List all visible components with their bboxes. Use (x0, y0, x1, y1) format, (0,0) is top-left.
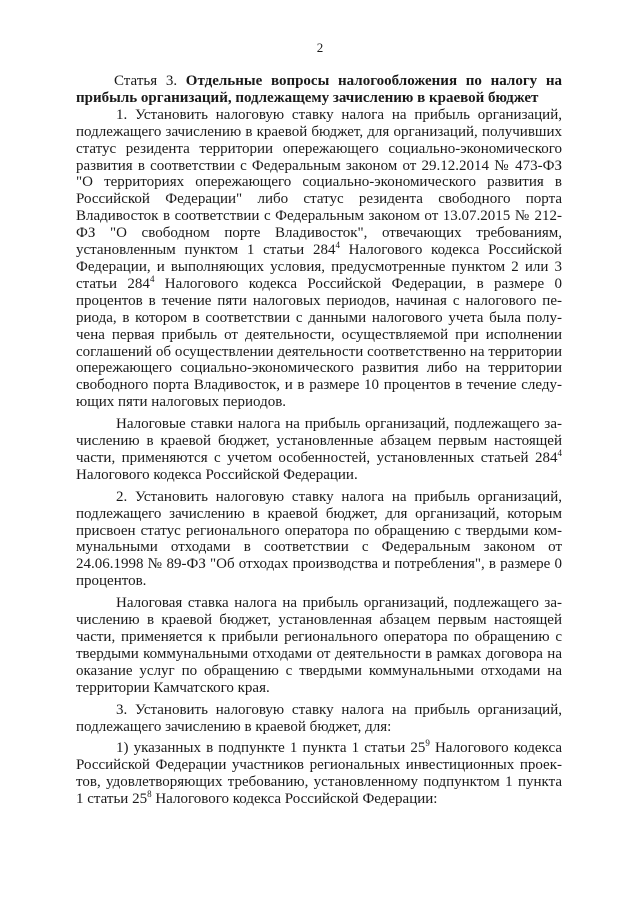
article-title: Отдельные вопросы налогообложения по налогу на прибыль организаций, подлежащему зачислению в краевой бюджет (76, 73, 562, 106)
article-label: Статья 3. (114, 73, 178, 89)
article-heading (76, 73, 562, 107)
page-number: 2 (316, 40, 324, 55)
paragraph-2: Налоговые ставки налога на прибыль организаций, подлежащего зачислению в краевой бюджет, установленные абзацем первым настоящей части, применяются с учетом особенностей, установленных статьей $284^4$ Налогового кодекса Российской Федерации. (76, 416, 562, 483)
paragraph-5: 3. Установить налоговую ставку налога на прибыль организаций, подлежащего зачислению в краевой бюджет, для: (76, 701, 562, 735)
paragraph-4: Налоговая ставка налога на прибыль организаций, подлежащего зачислению в краевой бюджет, установленная абзацем первым настоящей части, применяется к прибыли регионального оператора по обращению с твердыми коммунальными отходами от деятельности в рамках договора на оказание услуг по обращению с твердыми коммунальными отходами на территории Камчатского края. (76, 595, 562, 696)
document-body (76, 73, 562, 808)
paragraph-6: 1) указанных в подпункте 1 пункта 1 статьи $25^9$ Налогового кодекса Российской Федерации участников региональных инвестиционных проектов, удовлетворяющих требованию, установленному подпунктом 1 пункта 1 статьи $25^8$ Налогового кодекса Российской Федерации: (76, 738, 562, 808)
paragraph-1: 1. Установить налоговую ставку налога на прибыль организаций, подлежащего зачислению в краевой бюджет, для организаций, получивших статус резидента территории опережающего социально-экономического развития в соответствии с Федеральным законом от 29.12.2014 № 473-ФЗ "О территориях опережающего социально-экономического развития в Российской Федерации" либо статус резидента свободного порта Владивосток в соответствии с Федеральным законом от 13.07.2015 № 212-ФЗ "О свободном порте Владивосток", отвечающих требованиям, установленным пунктом 1 статьи $284^4$ Налогового кодекса Российской Федерации, и выполняющих условия, предусмотренные пунктом 2 или 3 статьи $284^4$ Налогового кодекса Российской Федерации, в размере 0 процентов в течение пяти налоговых периодов, начиная с налогового периода, в котором в соответствии с данными налогового учета была получена первая прибыль от деятельности, осуществляемой при исполнении соглашений об осуществлении деятельности соответственно на территории опережающего социально-экономического развития либо на территории свободного порта Владивосток, и в размере 10 процентов в течение следующих пяти налоговых периодов. (76, 106, 563, 411)
paragraph-3: 2. Установить налоговую ставку налога на прибыль организаций, подлежащего зачислению в краевой бюджет, для организаций, которым присвоен статус регионального оператора по обращению с твердыми коммунальными отходами в соответствии с Федеральным законом от 24.06.1998 № 89-ФЗ "Об отходах производства и потребления", в размере 0 процентов. (76, 488, 562, 590)
